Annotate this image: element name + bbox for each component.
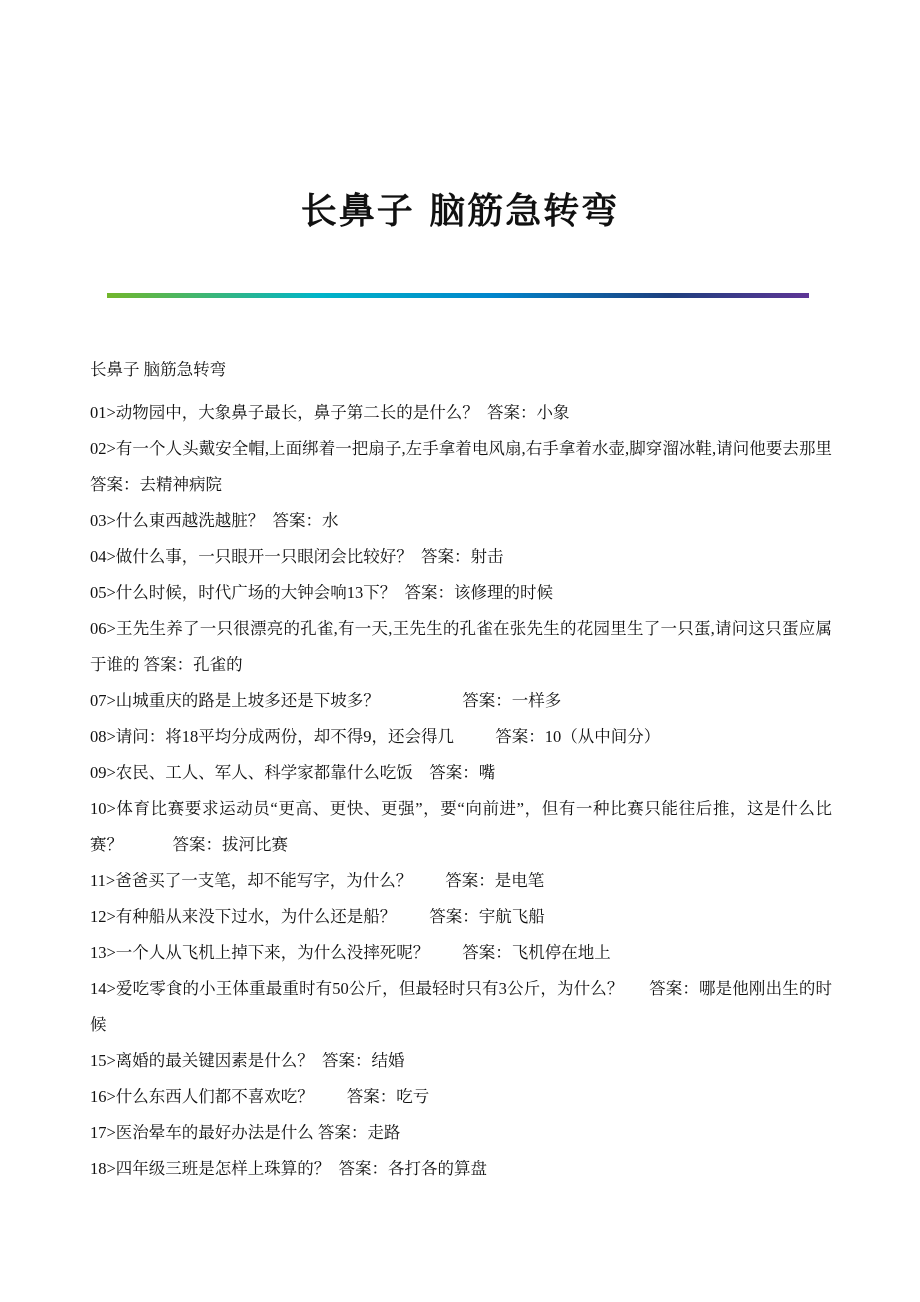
document-title: 长鼻子 脑筋急转弯: [300, 191, 620, 232]
riddle-list: [90, 395, 837, 1187]
riddle-item: 16>什么东西人们都不喜欢吃？ 答案：吃亏: [90, 1087, 430, 1106]
document-body: [90, 352, 837, 1187]
riddle-item: 10>体育比赛要求运动员“更高、更快、更强”，要“向前进”，但有一种比赛只能往后推，这是什么比赛？ 答案：拔河比赛: [90, 799, 832, 854]
riddle-item: 06>王先生养了一只很漂亮的孔雀,有一天,王先生的孔雀在张先生的花园里生了一只蛋,请问这只蛋应属于谁的 答案：孔雀的: [90, 619, 832, 674]
riddle-item: 07>山城重庆的路是上坡多还是下坡多？ 答案：一样多: [90, 691, 562, 710]
riddle-item: 02>有一个人头戴安全帽,上面绑着一把扇子,左手拿着电风扇,右手拿着水壶,脚穿溜冰鞋,请问他要去那里 答案：去精神病院: [90, 439, 837, 494]
riddle-item: 08>请问：将18平均分成两份，却不得9，还会得几 答案：10（从中间分）: [90, 727, 661, 746]
riddle-item: 14>爱吃零食的小王体重最重时有50公斤，但最轻时只有3公斤，为什么？ 答案：哪是他刚出生的时候: [90, 979, 832, 1034]
riddle-item: 09>农民、工人、军人、科学家都靠什么吃饭 答案：嘴: [90, 763, 496, 782]
riddle-item: 05>什么时候，时代广场的大钟会响13下？ 答案：该修理的时候: [90, 583, 554, 602]
riddle-item: 13>一个人从飞机上掉下来，为什么没摔死呢？ 答案：飞机停在地上: [90, 943, 611, 962]
riddle-item: 18>四年级三班是怎样上珠算的？ 答案：各打各的算盘: [90, 1159, 488, 1178]
riddle-item: 15>离婚的最关键因素是什么？ 答案：结婚: [90, 1051, 405, 1070]
riddle-item: 12>有种船从来没下过水，为什么还是船？ 答案：宇航飞船: [90, 907, 545, 926]
riddle-item: 01>动物园中，大象鼻子最长，鼻子第二长的是什么？ 答案：小象: [90, 403, 570, 422]
riddle-item: 04>做什么事，一只眼开一只眼闭会比较好？ 答案：射击: [90, 547, 504, 566]
riddle-item: 11>爸爸买了一支笔，却不能写字，为什么？ 答案：是电笔: [90, 871, 545, 890]
riddle-item: 03>什么東西越洗越脏？ 答案：水: [90, 511, 339, 530]
subtitle: 长鼻子 脑筋急转弯: [90, 360, 227, 379]
riddle-item: 17>医治晕车的最好办法是什么 答案：走路: [90, 1123, 401, 1142]
gradient-divider: [107, 293, 809, 298]
